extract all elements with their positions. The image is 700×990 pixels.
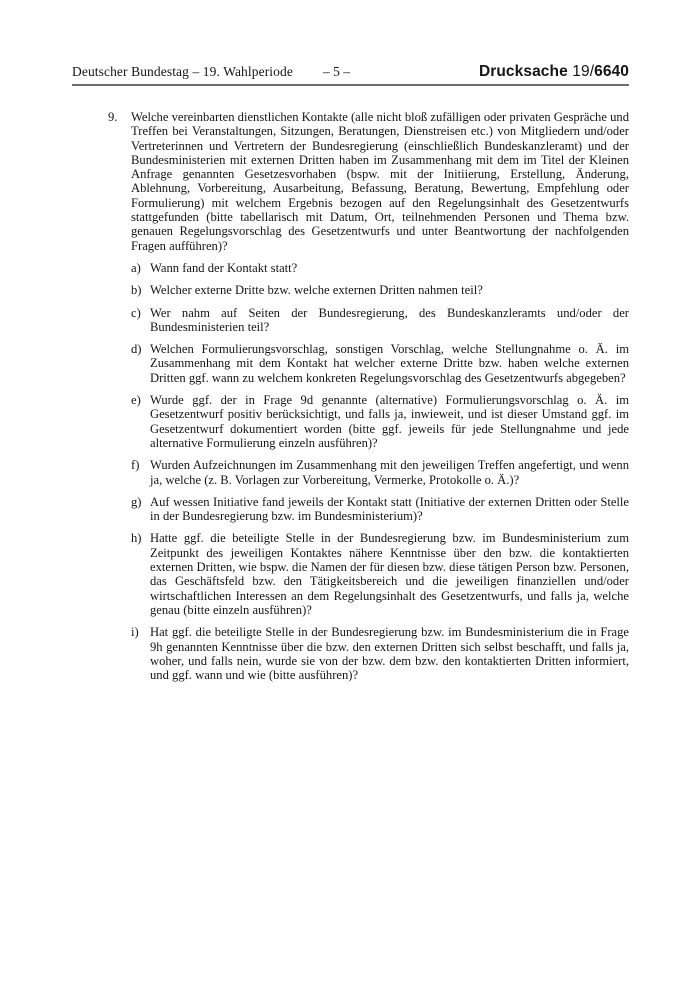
- sub-question-text: Auf wessen Initiative fand jeweils der Kontakt statt (Initiative der externen Dritten oder Stelle in der Bundesregierung bzw. im Bundesministerium)?: [150, 494, 629, 524]
- sub-question-label: f): [131, 458, 140, 473]
- sub-question-text: Welchen Formulierungsvorschlag, sonstigen Vorschlag, welche Stellungnahme o. Ä. im Zusammenhang mit dem Kontakt hat welcher externe Dritte bzw. haben welche externen Dritten ggf. wann zu welchem konkreten Regelungsvorschlag des Gesetzentwurfs abgegeben?: [150, 342, 629, 385]
- sub-question-a: [131, 261, 629, 275]
- document-body: [72, 110, 629, 682]
- sub-question-text: Wann fand der Kontakt statt?: [150, 260, 298, 275]
- sub-question-g: [131, 495, 629, 524]
- question-number: 9.: [108, 110, 118, 124]
- question-text: Welche vereinbarten dienstlichen Kontakte (alle nicht bloß zufälligen oder privaten Gespräche und Treffen bei Veranstaltungen, Sitzungen, Beratungen, Dienstreisen etc.) von Mitgliedern und/oder Vertreterinnen und Vertretern der Bundesregierung (einschließlich Bundeskanzleramt) und der Bundesministerien mit externen Dritten haben im Zusammenhang mit dem im Titel der Kleinen Anfrage genannten Gesetzesvorhaben (bspw. mit der Initiierung, Erstellung, Änderung, Ablehnung, Vorbereitung, Ausarbeitung, Befassung, Beratung, Bewertung, Empfehlung oder Formulierung) mit welchem Ergebnis bezogen auf den Regelungsinhalt des Gesetzentwurfs stattgefunden (bitte tabellarisch mit Datum, Ort, teilnehmenden Personen und Thema bzw. genauen Regelungsvorschlag des Gesetzentwurfs und unter Beantwortung der nachfolgenden Fragen aufführen)?: [131, 110, 629, 253]
- sub-question-i: [131, 625, 629, 682]
- sub-question-label: d): [131, 342, 142, 357]
- sub-question-text: Wurden Aufzeichnungen im Zusammenhang mit den jeweiligen Treffen angefertigt, und wenn ja, welche (z. B. Vorlagen zur Vorbereitung, Vermerke, Protokolle o. Ä.)?: [150, 458, 629, 487]
- sub-question-d: [131, 342, 629, 385]
- drucksache-number: 6640: [594, 63, 629, 80]
- sub-question-text: Wer nahm auf Seiten der Bundesregierung, des Bundeskanzleramts und/oder der Bundesministerien teil?: [150, 305, 629, 334]
- sub-question-f: [131, 458, 629, 487]
- sub-question-text: Wurde ggf. der in Frage 9d genannte (alternative) Formulierungsvorschlag o. Ä. im Gesetzentwurf positiv berücksichtigt, und falls ja, inwieweit, und ist dieser Umstand ggf. im Gesetzentwurf dokumentiert worden (bitte ggf. jeweils für jede Stellungnahme und jede alternative Formulierung einzeln ausführen)?: [150, 393, 629, 450]
- drucksache-label: Drucksache: [478, 63, 568, 80]
- sub-question-e: [131, 393, 629, 450]
- sub-question-label: a): [131, 260, 141, 275]
- header-page-number: – 5 –: [323, 64, 350, 79]
- sub-question-h: [131, 531, 629, 617]
- header-drucksache: [364, 63, 629, 81]
- sub-question-b: [131, 283, 629, 297]
- sub-question-list: [131, 261, 629, 682]
- sub-question-text: Hatte ggf. die beteiligte Stelle in der Bundesregierung bzw. im Bundesministerium zum Zeitpunkt des jeweiligen Kontaktes nähere Kenntnisse über den bzw. die kontaktierten externen Dritten, wie bspw. die Namen der für diesen bzw. diese tätigen Person bzw. Personen, das Geschäftsfeld bzw. den Tätigkeitsbereich und die jeweiligen finanziellen und/oder wirtschaftlichen Interessen an dem Regelungsinhalt des Gesetzentwurfs, und falls ja, welche genau (bitte einzeln ausführen)?: [150, 531, 629, 617]
- sub-question-label: e): [131, 393, 141, 408]
- sub-question-text: Welcher externe Dritte bzw. welche externen Dritten nahmen teil?: [150, 283, 483, 298]
- sub-question-label: g): [131, 494, 142, 509]
- sub-question-label: b): [131, 283, 142, 298]
- header-publication-title: Deutscher Bundestag – 19. Wahlperiode: [72, 64, 293, 79]
- sub-question-text: Hat ggf. die beteiligte Stelle in der Bundesregierung bzw. im Bundesministerium die in Frage 9h genannten Kenntnisse über die bzw. den externen Dritten sich selbst beschafft, und falls ja, woher, und falls nein, wurde sie von der bzw. dem bzw. den kontaktierten Dritten informiert, und ggf. wann und wie (bitte ausführen)?: [150, 625, 629, 683]
- header-rule: [72, 84, 629, 86]
- sub-question-label: c): [131, 305, 141, 320]
- sub-question-c: [131, 306, 629, 335]
- sub-question-label: h): [131, 531, 142, 546]
- sub-question-label: i): [131, 625, 139, 640]
- page-header: [72, 63, 629, 81]
- question-9: [108, 110, 629, 253]
- drucksache-period: 19/: [572, 63, 595, 80]
